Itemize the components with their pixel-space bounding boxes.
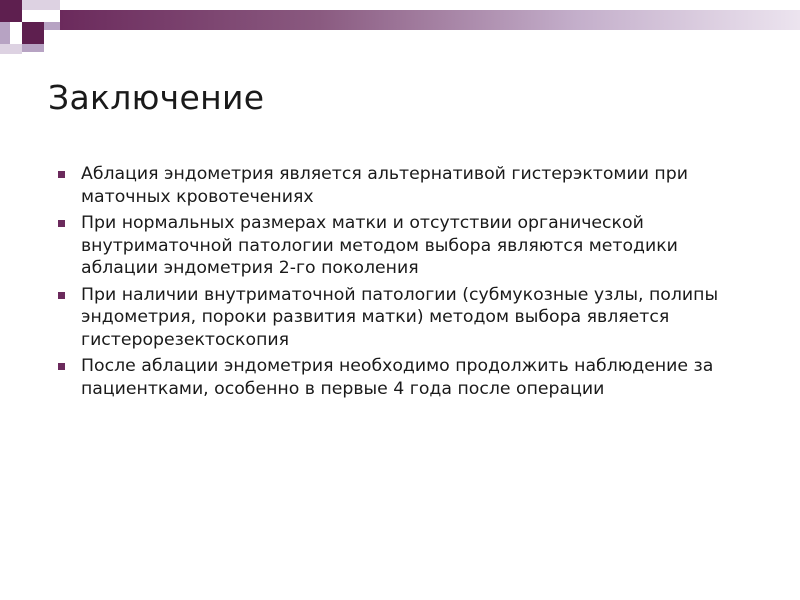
bullet-text: Аблация эндометрия является альтернативой гистерэктомии при маточных кровотечениях — [81, 164, 688, 207]
deco-square — [22, 44, 44, 52]
deco-square — [44, 0, 60, 10]
list-item — [58, 284, 758, 352]
bullet-list — [58, 163, 758, 404]
slide-title: Заключение — [48, 78, 265, 117]
header-band — [60, 10, 800, 30]
deco-square — [0, 44, 22, 54]
bullet-text: При нормальных размерах матки и отсутствии органической внутриматочной патологии методом выбора являются методики аблации эндометрия 2-го поколения — [81, 213, 678, 278]
deco-square — [22, 0, 44, 10]
bullet-text: После аблации эндометрия необходимо продолжить наблюдение за пациентками, особенно в первые 4 года после операции — [81, 356, 714, 399]
deco-square — [0, 0, 22, 22]
square-bullet-icon — [58, 292, 65, 299]
deco-square — [0, 22, 10, 44]
deco-square — [22, 22, 44, 44]
list-item — [58, 163, 758, 208]
list-item — [58, 212, 758, 280]
list-item — [58, 355, 758, 400]
square-bullet-icon — [58, 220, 65, 227]
square-bullet-icon — [58, 171, 65, 178]
bullet-text: При наличии внутриматочной патологии (субмукозные узлы, полипы эндометрия, пороки развития матки) методом выбора является гистерорезектоскопия — [81, 284, 719, 350]
square-bullet-icon — [58, 363, 65, 370]
deco-square — [44, 22, 60, 30]
